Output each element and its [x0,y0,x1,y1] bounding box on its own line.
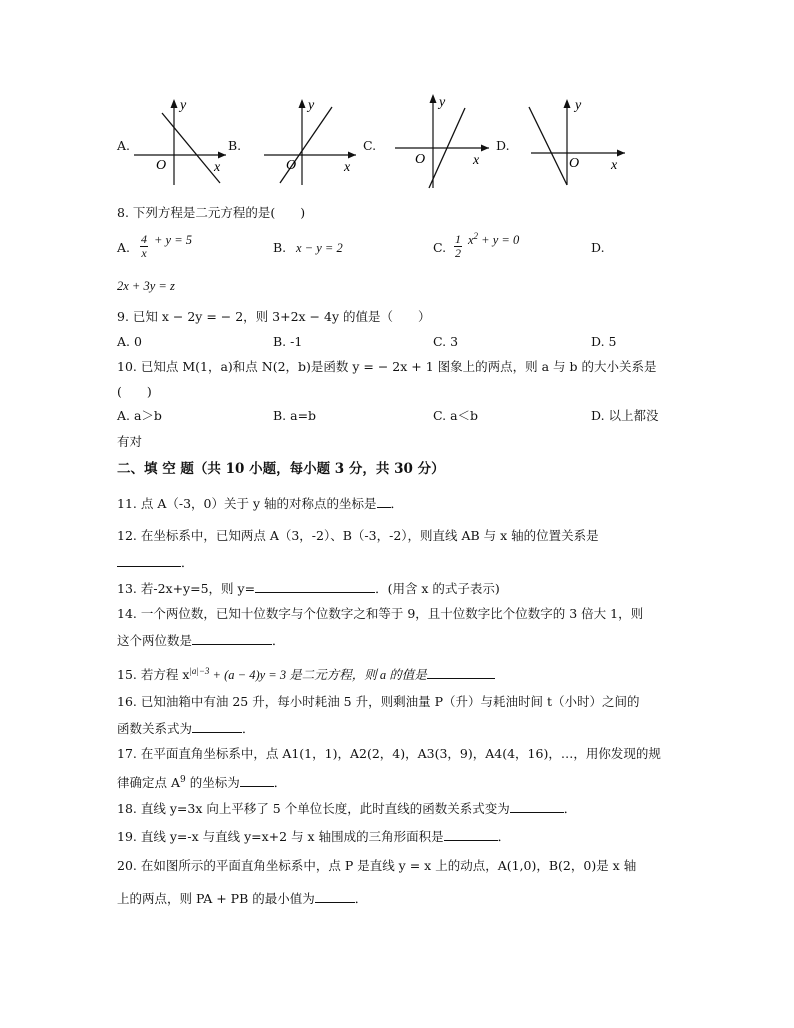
y-axis-label: y [575,98,582,113]
fraction: $\frac{1}{2}$ [455,232,461,260]
x-axis-label: x [344,160,351,175]
q8-option-a-expr: $\frac{4}{x}$ + y = 5 [141,232,193,260]
q9-option-a: A. 0 [117,334,142,349]
y-arrow-icon [171,99,178,108]
answer-blank[interactable] [117,554,181,567]
q9-option-d: D. 5 [591,334,617,349]
graph-line [162,113,220,183]
q8-option-d-label: D. [591,240,605,255]
y-axis-label: y [308,98,315,113]
graph-d [525,95,629,187]
answer-blank[interactable] [192,632,272,645]
x-axis-label: x [214,160,221,175]
graph-label-b: B. [228,138,242,153]
q10-option-b: B. a=b [273,408,317,423]
q14-line2: 这个两位数是 ． [117,633,285,648]
y-axis-label: y [180,98,187,113]
q8-option-c-expr: $\frac{1}{2}$ $x^2 + y = 0$ [455,230,520,260]
q17-line1: 17. 在平面直角坐标系中，点 A1(1，1)，A2(2，4)，A3(3，9)，A4(4，16)，…，用你发现的规 [117,746,661,761]
answer-blank[interactable] [510,800,564,813]
q8-option-b-expr: x − y = 2 [296,241,343,255]
answer-blank[interactable] [377,495,391,508]
q11: 11. 点 A（-3，0）关于 y 轴的对称点的坐标是 ． [117,496,404,511]
graph-label-c: C. [363,138,377,153]
q9-stem: 9. 已知 x − 2y = − 2，则 3+2x − 4y 的值是（ ） [117,309,431,324]
y-axis-label: y [439,95,446,110]
graph-a [130,95,230,187]
y-arrow-icon [299,99,306,108]
graph-label-a: A. [117,138,131,153]
x-arrow-icon [218,152,226,159]
q10-paren: ( ) [117,384,152,399]
q14-line1: 14. 一个两位数，已知十位数字与个位数字之和等于 9，且十位数字比个位数字的 3 倍大 1，则 [117,606,644,621]
q12-answer: ． [117,554,194,571]
answer-blank[interactable] [427,666,495,679]
q17-line2: 律确定点 $A^9$ 的坐标为 ． [117,775,287,791]
origin-label: O [286,158,297,173]
x-axis-label: x [611,158,618,173]
origin-label: O [569,156,580,171]
q19: 19. 直线 y=-x 与直线 y=x+2 与 x 轴围成的三角形面积是 ． [117,829,511,844]
q16-line1: 16. 已知油箱中有油 25 升，每小时耗油 5 升，则剩油量 P（升）与耗油时间 t（小时）之间的 [117,694,640,709]
q18: 18. 直线 y=3x 向上平移了 5 个单位长度，此时直线的函数关系式变为 ． [117,801,577,816]
q8-option-c-label: C. [433,240,447,255]
q12-text: 12. 在坐标系中，已知两点 A（3，-2）、B（-3，-2），则直线 AB 与 x 轴的位置关系是 [117,528,599,543]
answer-blank[interactable] [444,828,498,841]
q8-option-a-label: A. [117,240,131,255]
graph-label-d: D. [496,138,510,153]
q8-stem: 8. 下列方程是二元方程的是( ) [117,205,306,220]
graph-line [529,107,567,185]
q15: 15. 若方程 $x^{|a|-3} + (a - 4)y = 3$ 是二元方程，则 a 的值是 [117,663,495,683]
answer-blank[interactable] [240,774,274,787]
q13: 13. 若-2x+y=5，则 y= ．(用含 x 的式子表示) [117,581,500,596]
answer-blank[interactable] [192,720,242,733]
q8-option-b-label: B. [273,240,287,255]
x-arrow-icon [348,152,356,159]
q10-option-d-wrap: 有对 [117,434,143,449]
q10-option-d: D. 以上都没 [591,408,659,423]
q10-stem: 10. 已知点 M(1，a)和点 N(2，b)是函数 y = − 2x + 1 图象上的两点，则 a 与 b 的大小关系是 [117,359,657,374]
q9-option-c: C. 3 [433,334,459,349]
origin-label: O [415,152,426,167]
x-arrow-icon [481,145,489,152]
q20-line2: 上的两点，则 PA + PB 的最小值为 ． [117,891,368,906]
y-arrow-icon [430,94,437,103]
origin-label: O [156,158,167,173]
q10-option-a: A. a＞b [117,408,162,423]
section-heading: 二、填 空 题（共 10 小题，每小题 3 分，共 30 分） [117,461,445,477]
answer-blank[interactable] [255,580,375,593]
q16-line2: 函数关系式为 ． [117,721,255,736]
x-arrow-icon [617,150,625,157]
q8-option-d-expr: 2x + 3y = z [117,279,175,293]
graph-b [260,95,360,187]
q9-option-b: B. -1 [273,334,303,349]
q10-option-c: C. a＜b [433,408,479,423]
x-axis-label: x [473,153,480,168]
graph-c [393,90,493,190]
q20-line1: 20. 在如图所示的平面直角坐标系中，点 P 是直线 y = x 上的动点，A(1,0)，B(2，0)是 x 轴 [117,858,637,873]
fraction: $\frac{4}{x}$ [141,232,147,260]
answer-blank[interactable] [315,890,355,903]
y-arrow-icon [564,99,571,108]
